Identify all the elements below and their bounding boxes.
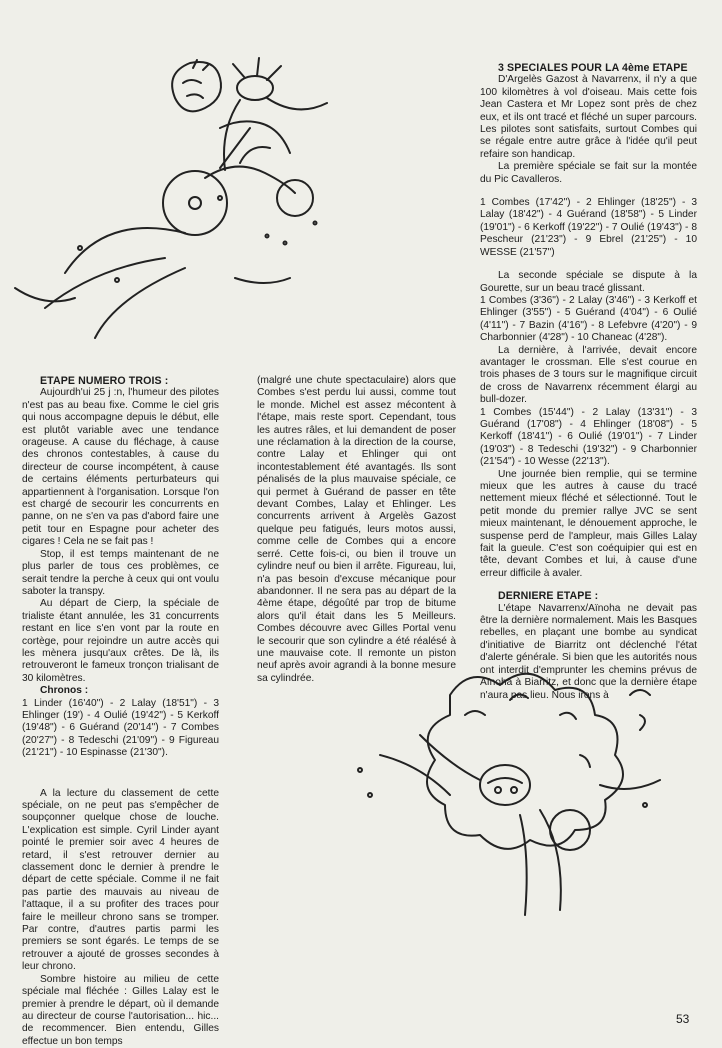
paragraph: Au départ de Cierp, la spéciale de trialiste étant annulée, les 31 concurrents restant en lice s'en vont par la route en cortège, pour rejoindre un autre accès qui les mènera jusqu'aux crêtes. De là, ils retrouveront le fameux tronçon trialisant de 30 kilomètres. (22, 598, 219, 684)
results-special-1: 1 Combes (17'42") - 2 Ehlinger (18'25") - 3 Lalay (18'42") - 4 Guérand (18'58") - 5 Linder (19'01") - 6 Kerkoff (19'22") - 7 Oulié (19'43") - 8 Pescheur (21'23") - 9 Ebrel (21'25") - 10 WESSE (21'57") (480, 197, 697, 258)
article-column-middle (257, 375, 456, 685)
paragraph: Sombre histoire au milieu de cette spéciale mal fléchée : Gilles Lalay est le premier à prendre le départ, où il demande au directeur de course l'autorisation... hic... de recommencer. Bien entendu, Gilles effectue un bon temps (22, 973, 219, 1047)
article-column-left (22, 375, 219, 1048)
paragraph: La première spéciale se fait sur la montée du Pic Cavalleros. (480, 161, 697, 185)
paragraph: A la lecture du classement de cette spéciale, on ne peut pas s'empêcher de soupçonner quelque chose de louche. L'explication est simple. Cyril Linder ayant pointé le premier soir avec 4 heures de retard, il s'est retrouver dernier au classement donc le dernier à prendre le départ de cette spéciale. Comme il ne fait pas partie des mauvais au niveau de l'attaque, il a su profiter des traces pour faire le meilleur chrono sans se tromper. Par contre, d'autres partis parmi les premiers se sont égarés. Le temps de se retrouver a ajouté de grosses secondes à leur chrono. (22, 787, 219, 973)
chronos-results: 1 Linder (16'40") - 2 Lalay (18'51") - 3 Ehlinger (19') - 4 Oulié (19'42") - 5 Kerkoff (19'48") - 6 Guérand (20'14") - 7 Combes (20'27") - 8 Tedeschi (21'09") - 9 Figureau (21'21") - 10 Espinasse (21'30"). (22, 697, 219, 759)
section-heading-etape-trois: ETAPE NUMERO TROIS : (40, 375, 169, 387)
section-heading-derniere-etape: DERNIERE ETAPE : (498, 590, 599, 603)
paragraph: L'étape Navarrenx/Aïnoha ne devait pas être la dernière normalement. Mais les Basques rebelles, en plaçant une bombe au syndicat d'initiative de Biarritz ont déclenché l'état d'alerte générale. Si bien que les autorités nous ont interdit d'emprunter les chemins prévus de Aïnoha à Biarritz, et donc que la dernière étape n'aura pas lieu. Nous irons à (480, 602, 697, 701)
results-special-2: 1 Combes (3'36") - 2 Lalay (3'46") - 3 Kerkoff et Ehlinger (3'55") - 5 Guérand (4'04") - 6 Oulié (4'11") - 7 Bazin (4'16") - 8 Lefebvre (4'20") - 9 Charbonnier (4'28") - 10 Chaneac (4'28"). (480, 294, 697, 344)
motorcycle-cartoon-illustration (5, 38, 345, 358)
section-heading-speciales: 3 SPECIALES POUR LA 4ème ETAPE (498, 62, 688, 74)
paragraph: Une journée bien remplie, qui se termine mieux que les autres à cause du tracé nettement mieux fléché et sélectionné. Tout le petit monde du premier rallye JVC se sent mieux maintenant, le dénouement approche, le suspense perd de l'ampleur, mais Gilles Lalay fait la gueule. C'est son coéquipier qui est en tête, devant Combes et lui, à cause d'une erreur difficile à avaler. (480, 468, 697, 579)
paragraph: Stop, il est temps maintenant de ne plus parler de tous ces problèmes, ce serait tendre la perche à ceux qui ont voulu saboter la transpy. (22, 548, 219, 597)
paragraph: La seconde spéciale se dispute à la Gourette, sur un beau tracé glissant. (480, 270, 697, 294)
chronos-label: Chronos : (40, 685, 89, 697)
paragraph: Aujourdh'ui 25 j :n, l'humeur des pilotes n'est pas au beau fixe. Comme le ciel gris qui nous accompagne depuis le début, elle est plutôt variable avec une tendance orageuse. A cause du fléchage, à cause des chronos contestables, à cause du directeur de course incompétent, à cause de certains éléments perturbateurs qui appartiennent à l'organisation. Lorsque l'on est chargé de secourir les concurrents en panne, on ne s'en va pas d'abord faire une petit tour en Espagne pour acheter des cigares ! Cela ne se fait pas ! (22, 387, 219, 548)
paragraph: La dernière, à l'arrivée, devait encore avantager le crossman. Elle s'est courue en trois phases de 3 tours sur le magnifique circuit de cross de Navarrenx récemment élargi au bull-dozer. (480, 344, 697, 406)
results-special-3: 1 Combes (15'44") - 2 Lalay (13'31") - 3 Guérand (17'08") - 4 Ehlinger (18'08") - 5 Kerkoff (18'41") - 6 Oulié (19'01") - 7 Linder (19'03") - 8 Tedeschi (19'32") - 9 Charbonnier (21'54") - 10 Wesse (22'13"). (480, 406, 697, 468)
paragraph: (malgré une chute spectaculaire) alors que Combes s'est perdu lui aussi, comme tout le monde. Michel est assez mécontent à l'étape, mais reste sport. Cependant, tous les autres râles, et lui demandent de poser une réclamation à la direction de la course, contre Lalay et Ehlinger qui ont incontestablement été avantagés. Ils sont pénalisés de la plus mauvaise spéciale, ce qui permet à Guérand de passer en tête devant Combes, Lalay et Ehlinger. Les concurrents arrivent à Argelès Gazost quelque peu fatigués, leurs motos aussi, comme celle de Combes qui a encore serré. Cette fois-ci, ou bien il trouve un cylindre neuf ou bien il arrête. Figureau, lui, n'a pas besoin d'excuse mécanique pour abandonner. Il ne sera pas au départ de la 4ème étape, dégoûté par trop de bitume alors qu'il était dans les 5 Meilleurs. Combes découvre avec Gilles Portal venu le secourir que son cylindre a été réalésé à une mauvaise cote. Il remonte un piston neuf après avoir agrandi à la bonne mesure sa cylindrée. (257, 375, 456, 684)
tree-crash-cartoon-illustration (300, 655, 700, 955)
paragraph: D'Argelès Gazost à Navarrenx, il n'y a que 100 kilomètres à vol d'oiseau. Mais cette fois Jean Castera et Mr Lopez sont près de chez eux, et ils ont tracé et fléché un super parcours. Les pilotes sont satisfaits, surtout Combes qui se régale entre autre grâce à l'idée qu'il peut refaire son handicap. (480, 74, 697, 160)
page-number: 53 (676, 1012, 690, 1026)
article-column-right (480, 62, 697, 702)
